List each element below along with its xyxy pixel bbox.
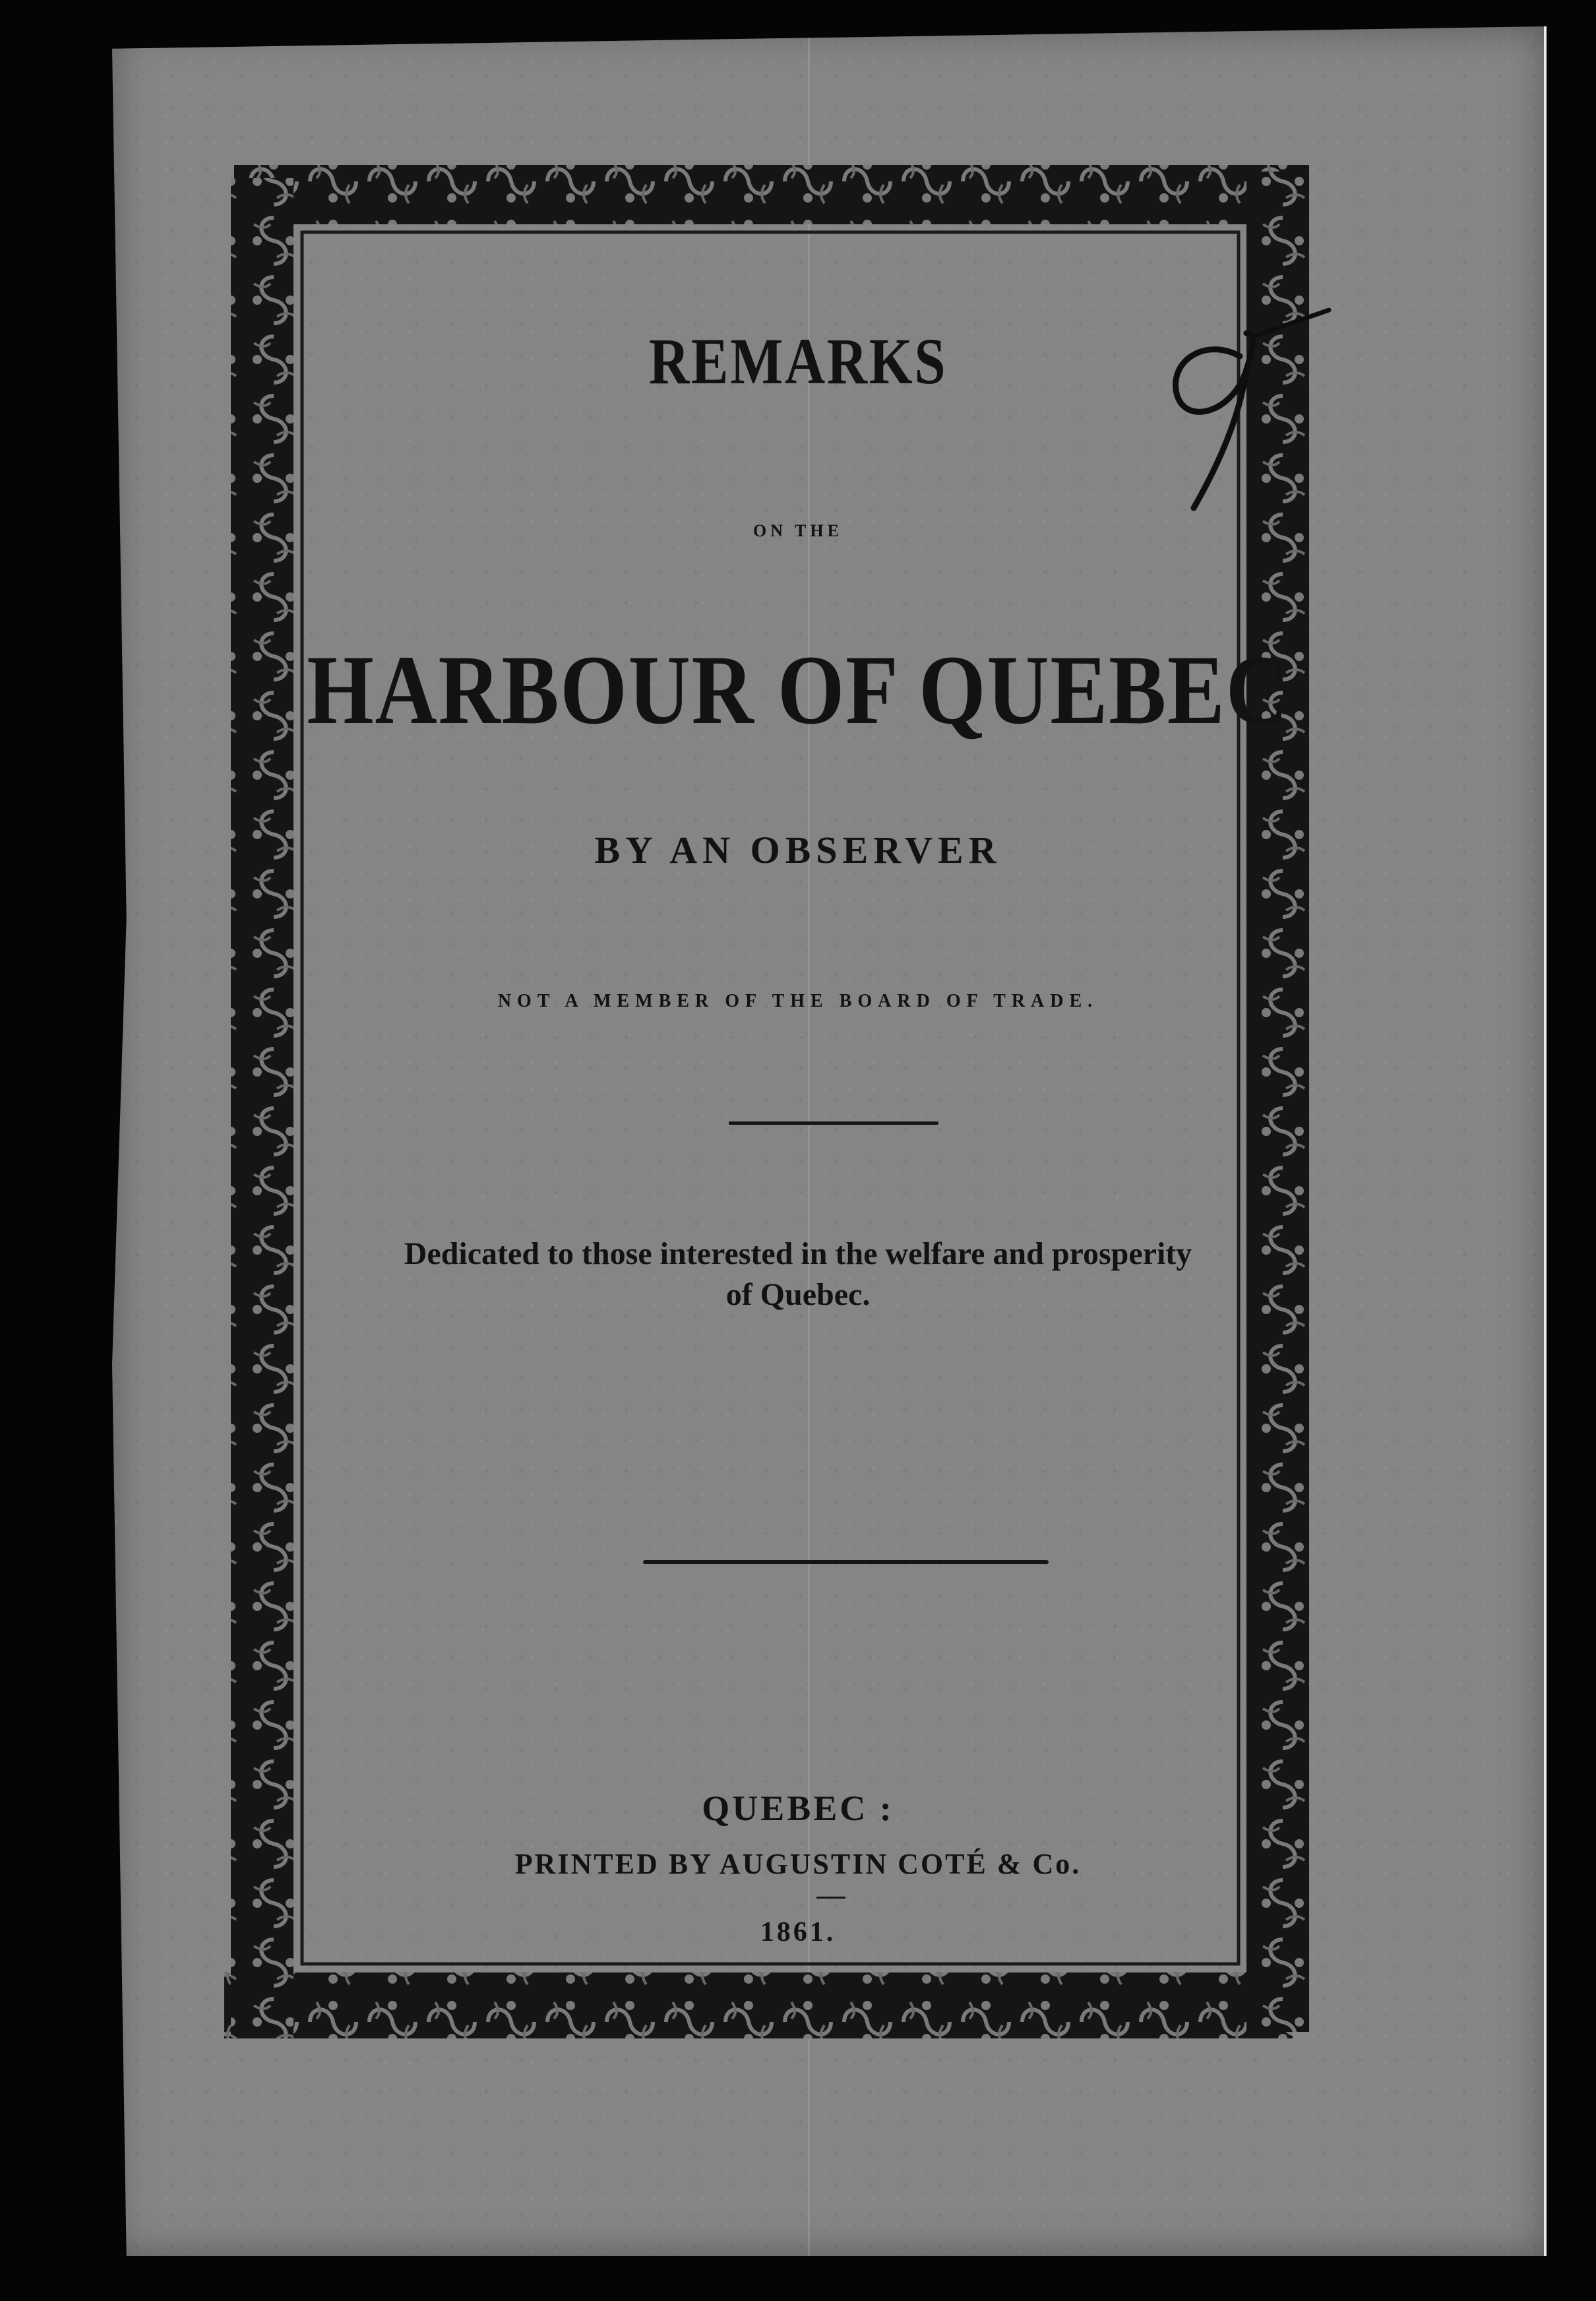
imprint-printer: PRINTED BY AUGUSTIN COTÉ & Co.	[514, 1848, 1082, 1880]
handwritten-catalog-mark	[1141, 297, 1352, 538]
dedication-line-2: of Quebec.	[725, 1277, 871, 1312]
main-title: HARBOUR OF QUEBEC	[307, 635, 1289, 745]
byline: BY AN OBSERVER	[594, 829, 1002, 871]
imprint-year: 1861.	[760, 1917, 836, 1947]
imprint-city: QUEBEC :	[702, 1788, 894, 1828]
byline-note: NOT A MEMBER OF THE BOARD OF TRADE.	[497, 991, 1099, 1011]
divider-rule-long	[643, 1560, 1049, 1564]
handwritten-nine-icon	[1141, 297, 1352, 534]
ornamental-border-art	[125, 152, 1312, 2065]
ornamental-border	[125, 152, 1312, 2065]
dedication-line-1: Dedicated to those interested in the welfare and prosperity	[404, 1236, 1192, 1271]
dedication	[0, 1234, 1596, 1315]
imprint-rule	[816, 1897, 845, 1899]
divider-rule	[729, 1121, 938, 1125]
title-connector: ON THE	[753, 521, 843, 540]
title-remarks: REMARKS	[648, 325, 948, 398]
